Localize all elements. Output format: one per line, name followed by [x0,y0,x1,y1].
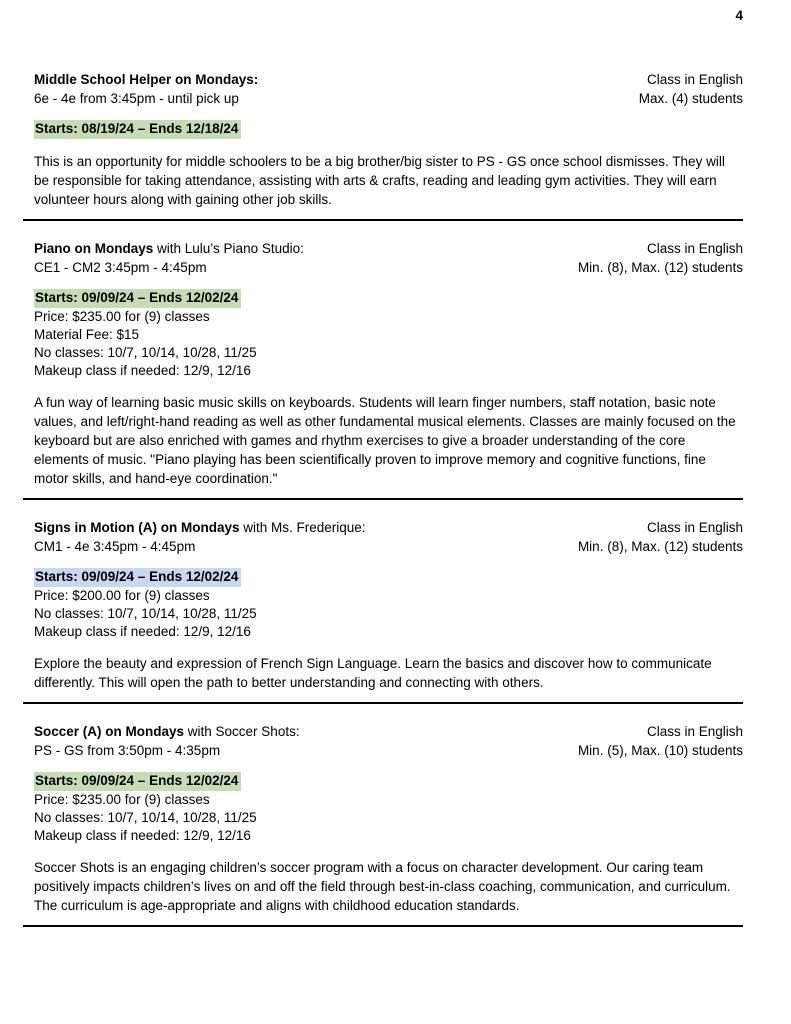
page-number: 4 [735,8,743,23]
activity-section [34,70,743,221]
section-title-block [34,722,300,760]
detail-line: Price: $200.00 for (9) classes [34,588,210,603]
section-header [34,518,743,556]
activity-schedule: PS - GS from 3:50pm - 4:35pm [34,743,221,758]
activity-schedule: CM1 - 4e 3:45pm - 4:45pm [34,539,196,554]
dates-highlight: Starts: 09/09/24 – Ends 12/02/24 [34,568,241,587]
activity-schedule: CE1 - CM2 3:45pm - 4:45pm [34,260,207,275]
dates-highlight: Starts: 09/09/24 – Ends 12/02/24 [34,772,241,791]
section-header [34,239,743,277]
class-capacity: Min. (8), Max. (12) students [577,539,743,554]
dates-line [34,120,743,139]
section-meta-block [578,518,743,556]
sections [34,70,743,927]
activity-title: Soccer (A) on Mondays [34,724,185,739]
class-language: Class in English [646,241,743,256]
activity-schedule: 6e - 4e from 3:45pm - until pick up [34,91,239,106]
class-language: Class in English [646,520,743,535]
detail-line: Price: $235.00 for (9) classes [34,309,210,324]
detail-lines [34,791,743,845]
activity-description: Explore the beauty and expression of French Sign Language. Learn the basics and discover how to communicate differently. This will open the path to better understanding and connecting with others. [34,656,712,690]
section-title-block [34,239,304,277]
detail-line: Makeup class if needed: 12/9, 12/16 [34,624,251,639]
dates-line [34,772,743,791]
class-language: Class in English [646,724,743,739]
section-header [34,722,743,760]
class-capacity: Max. (4) students [638,91,743,106]
section-title-line [34,70,258,89]
section-divider [23,702,743,704]
detail-lines [34,308,743,380]
activity-provider: with Ms. Frederique: [239,520,366,535]
activity-section [34,239,743,500]
detail-line: No classes: 10/7, 10/14, 10/28, 11/25 [34,345,257,360]
activity-description: This is an opportunity for middle schoolers to be a big brother/big sister to PS - GS once school dismisses. They will be responsible for taking attendance, assisting with arts & crafts, reading and leading gym activities. They will earn volunteer hours along with gaining other job skills. [34,154,725,207]
detail-line: Makeup class if needed: 12/9, 12/16 [34,828,251,843]
section-divider [23,925,743,927]
activity-title: Signs in Motion (A) on Mondays [34,520,240,535]
class-capacity: Min. (5), Max. (10) students [577,743,743,758]
detail-line: Price: $235.00 for (9) classes [34,792,210,807]
dates-line [34,568,743,587]
activity-title: Piano on Mondays [34,241,154,256]
detail-line: Makeup class if needed: 12/9, 12/16 [34,363,251,378]
section-title-line [34,518,366,537]
class-capacity: Min. (8), Max. (12) students [577,260,743,275]
section-meta-block [578,239,743,277]
activity-provider: with Soccer Shots: [184,724,300,739]
section-divider [23,498,743,500]
section-title-line [34,239,304,258]
section-title-block [34,70,258,108]
detail-line: No classes: 10/7, 10/14, 10/28, 11/25 [34,810,257,825]
class-language: Class in English [646,72,743,87]
section-meta-block [639,70,743,108]
activity-provider: with Lulu’s Piano Studio: [153,241,304,256]
section-meta-block [578,722,743,760]
dates-highlight: Starts: 09/09/24 – Ends 12/02/24 [34,289,241,308]
section-title-block [34,518,366,556]
section-divider [23,219,743,221]
activity-description: Soccer Shots is an engaging children’s soccer program with a focus on character development. Our caring team positively impacts children’s lives on and off the field through best-in-class coaching, communication, and curriculum. The curriculum is age-appropriate and aligns with childhood education standards. [34,860,731,913]
activity-section [34,518,743,704]
activity-title: Middle School Helper on Mondays: [34,72,259,87]
activity-description: A fun way of learning basic music skills on keyboards. Students will learn finger numbers, staff notation, basic note values, and left/right-hand reading as well as other fundamental musical elements. Classes are mainly focused on the keyboard but are also enriched with games and rhythm exercises to give a broader understanding of the core elements of music. "Piano playing has been scientifically proven to improve memory and cognitive functions, fine motor skills, and hand-eye coordination." [34,395,736,486]
section-title-line [34,722,300,741]
section-header [34,70,743,108]
dates-line [34,289,743,308]
detail-lines [34,587,743,641]
dates-highlight: Starts: 08/19/24 – Ends 12/18/24 [34,120,241,139]
activity-section [34,722,743,927]
detail-line: Material Fee: $15 [34,327,140,342]
detail-line: No classes: 10/7, 10/14, 10/28, 11/25 [34,606,257,621]
